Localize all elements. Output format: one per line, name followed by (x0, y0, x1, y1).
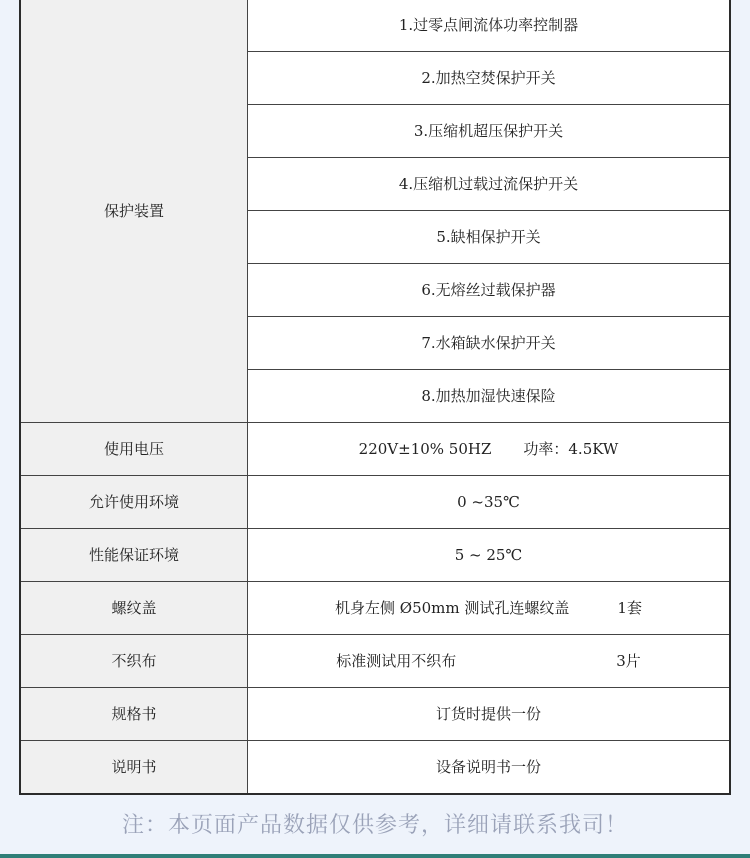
allowed-env-label: 允许使用环境 (20, 476, 248, 529)
protection-item: 8.加热加湿快速保险 (248, 370, 731, 423)
nonwoven-value-cell (248, 635, 731, 688)
protection-item: 7.水箱缺水保护开关 (248, 317, 731, 370)
table-row (20, 635, 730, 688)
performance-env-value: 5 ~ 25℃ (248, 529, 731, 582)
thread-cap-qty: 1套 (617, 599, 642, 617)
protection-item: 4.压缩机过载过流保护开关 (248, 158, 731, 211)
voltage-value: 220V±10% 50HZ (358, 440, 492, 458)
voltage-value-cell (248, 423, 731, 476)
power-value: 功率：4.5KW (523, 440, 619, 458)
table-row (20, 688, 730, 741)
table-row (20, 529, 730, 582)
table-row (20, 741, 730, 795)
bottom-accent-strip (0, 854, 750, 858)
spec-book-value: 订货时提供一份 (248, 688, 731, 741)
protection-item: 2.加热空焚保护开关 (248, 52, 731, 105)
table-row (20, 0, 730, 52)
table-row (20, 423, 730, 476)
disclaimer-note: 注：本页面产品数据仅供参考，详细请联系我司！ (121, 813, 628, 838)
nonwoven-label: 不织布 (20, 635, 248, 688)
table-row (20, 476, 730, 529)
performance-env-label: 性能保证环境 (20, 529, 248, 582)
voltage-label: 使用电压 (20, 423, 248, 476)
table-row (20, 582, 730, 635)
spec-table (19, 0, 731, 795)
nonwoven-qty: 3片 (616, 652, 641, 670)
protection-item: 6.无熔丝过载保护器 (248, 264, 731, 317)
nonwoven-value: 标准测试用不织布 (336, 652, 457, 670)
thread-cap-value-cell (248, 582, 731, 635)
protection-label: 保护装置 (20, 0, 248, 423)
thread-cap-value: 机身左侧 Ø50mm 测试孔连螺纹盖 (335, 599, 570, 617)
allowed-env-value: 0 ~35℃ (248, 476, 731, 529)
protection-item: 3.压缩机超压保护开关 (248, 105, 731, 158)
protection-item: 5.缺相保护开关 (248, 211, 731, 264)
manual-label: 说明书 (20, 741, 248, 795)
manual-value: 设备说明书一份 (248, 741, 731, 795)
protection-item: 1.过零点闸流体功率控制器 (248, 0, 731, 52)
spec-book-label: 规格书 (20, 688, 248, 741)
thread-cap-label: 螺纹盖 (20, 582, 248, 635)
